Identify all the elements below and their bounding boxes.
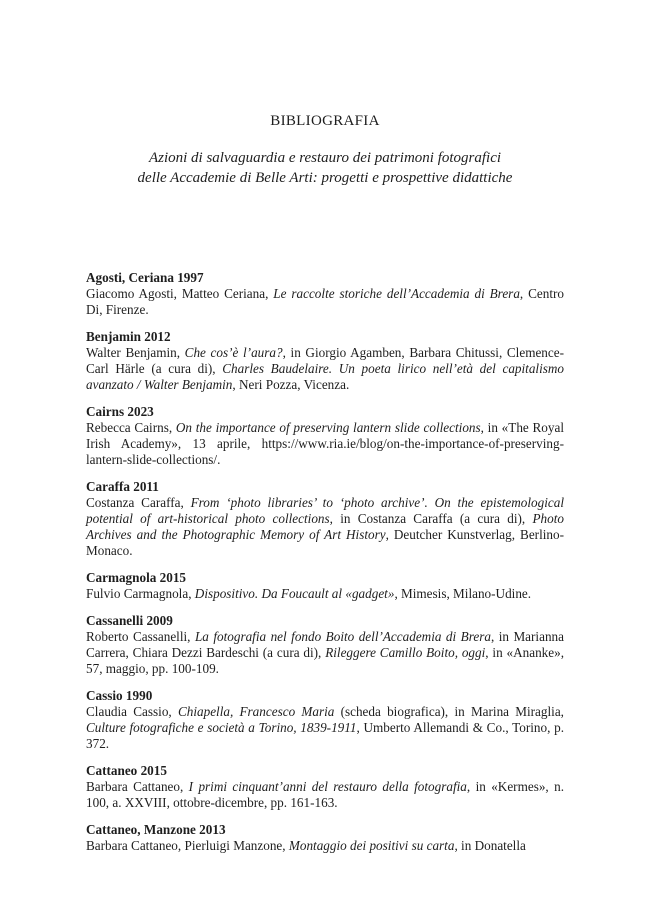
citation-text: Roberto Cassanelli, <box>86 629 195 644</box>
citation-text: Giacomo Agosti, Matteo Ceriana, <box>86 286 274 301</box>
bibliography-entry <box>86 270 564 318</box>
entry-key: Cattaneo 2015 <box>86 763 167 778</box>
bibliography-entry <box>86 688 564 752</box>
entry-key: Cassanelli 2009 <box>86 613 173 628</box>
citation-text: , in «Ananke», 57, maggio, pp. 100-109. <box>86 645 564 676</box>
citation-text: Barbara Cattaneo, Pierluigi Manzone, <box>86 838 289 853</box>
entry-citation <box>86 420 564 468</box>
entry-key: Carmagnola 2015 <box>86 570 187 585</box>
page-heading: BIBLIOGRAFIA <box>270 113 380 129</box>
citation-text: , Deutcher Kunstverlag, Berlino-Monaco. <box>86 527 564 558</box>
entry-citation <box>86 345 564 393</box>
entry-citation <box>86 495 564 559</box>
page-subtitle <box>90 148 560 188</box>
citation-title: La fotografia nel fondo Boito dell’Accademia di Brera <box>194 629 491 644</box>
entry-key: Agosti, Ceriana 1997 <box>86 270 204 285</box>
entry-citation <box>86 586 564 602</box>
citation-title: Charles Baudelaire. Un poeta lirico nell’età del capitalismo avanzato / Walter Benjamin <box>86 361 565 392</box>
bibliography-entry <box>86 570 564 602</box>
bibliography-entry <box>86 763 564 811</box>
entry-key: Cassio 1990 <box>86 688 153 703</box>
subtitle-line-2: delle Accademie di Belle Arti: progetti e prospettive didattiche <box>137 170 513 186</box>
citation-title: Dispositivo. Da Foucault al «gadget» <box>194 586 395 601</box>
citation-text: Rebecca Cairns, <box>86 420 176 435</box>
citation-text: Barbara Cattaneo, <box>86 779 189 794</box>
citation-text: (scheda biografica), in Marina Miraglia, <box>334 704 564 719</box>
entry-key: Cairns 2023 <box>86 404 154 419</box>
citation-text: , Centro Di, Firenze. <box>86 286 565 317</box>
citation-title: Montaggio dei positivi su carta <box>288 838 455 853</box>
bibliography-entry <box>86 479 564 559</box>
citation-text: , Umberto Allemandi & Co., Torino, p. 372. <box>86 720 565 751</box>
citation-text: , in Costanza Caraffa (a cura di), <box>329 511 533 526</box>
citation-text: , in Giorgio Agamben, Barbara Chitussi, Clemence-Carl Härle (a cura di), <box>86 345 564 376</box>
entry-citation <box>86 779 564 811</box>
citation-text: , in «Kermes», n. 100, a. XXVIII, ottobre-dicembre, pp. 161-163. <box>86 779 564 810</box>
citation-title: Chiapella, Francesco Maria <box>177 704 335 719</box>
citation-title: From ‘photo libraries’ to ‘photo archive’. On the epistemological potential of art-historical photo collections <box>86 495 564 526</box>
citation-text: , Mimesis, Milano-Udine. <box>394 586 532 601</box>
citation-text: Costanza Caraffa, <box>86 495 191 510</box>
citation-title: Rileggere Camillo Boito, oggi <box>325 645 486 660</box>
entry-citation <box>86 629 564 677</box>
citation-text: , Neri Pozza, Vicenza. <box>232 377 350 392</box>
entry-key: Benjamin 2012 <box>86 329 171 344</box>
entry-citation <box>86 704 564 752</box>
bibliography-list <box>86 270 564 865</box>
citation-text: Claudia Cassio, <box>86 704 178 719</box>
citation-text: , in Marianna Carrera, Chiara Dezzi Bardeschi (a cura di), <box>86 629 564 660</box>
bibliography-entry <box>86 404 564 468</box>
citation-title: Photo Archives and the Photographic Memory of Art History <box>86 511 564 542</box>
citation-title: On the importance of preserving lantern slide collections <box>175 420 481 435</box>
citation-title: I primi cinquant’anni del restauro della fotografia <box>188 779 467 794</box>
citation-text: Fulvio Carmagnola, <box>86 586 195 601</box>
bibliography-entry <box>86 822 564 854</box>
bibliography-entry <box>86 613 564 677</box>
citation-title: Le raccolte storiche dell’Accademia di Brera <box>273 286 520 301</box>
entry-key: Caraffa 2011 <box>86 479 159 494</box>
entry-citation <box>86 838 564 854</box>
citation-text: Walter Benjamin, <box>86 345 185 360</box>
subtitle-line-1: Azioni di salvaguardia e restauro dei patrimoni fotografici <box>148 150 502 166</box>
citation-title: Culture fotografiche e società a Torino, 1839-1911 <box>86 720 357 735</box>
entry-key: Cattaneo, Manzone 2013 <box>86 822 226 837</box>
citation-title: Che cos’è l’aura? <box>184 345 283 360</box>
bibliography-entry <box>86 329 564 393</box>
entry-citation <box>86 286 564 318</box>
citation-text: , in Donatella <box>454 838 526 853</box>
citation-text: , in «The Royal Irish Academy», 13 aprile, https://www.ria.ie/blog/on-the-importance-of-preserving-lantern-slide-collections/. <box>86 420 565 467</box>
